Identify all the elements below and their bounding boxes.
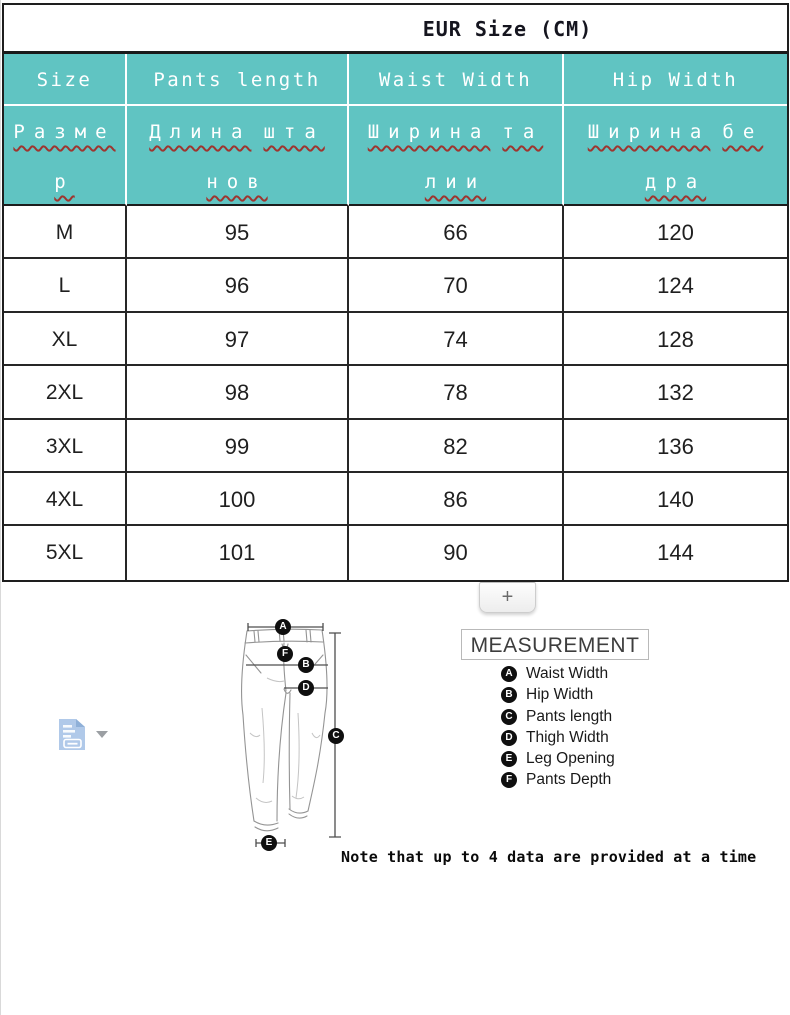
cell-waist-width: 74 [349,313,564,366]
cell-hip-width: 120 [564,206,787,259]
column-header-waist-width: Waist Width [349,54,564,106]
cell-waist-width: 86 [349,473,564,526]
column-header-hip-width: Hip Width [564,54,787,106]
diagram-marker-depth: F [277,646,293,662]
column-header-pants-length: Pants length [127,54,349,106]
cell-pants-length: 97 [127,313,349,366]
cell-hip-width: 132 [564,366,787,419]
measurement-note: Note that up to 4 data are provided at a time [341,848,757,866]
translated-word: Ширина [367,121,491,143]
translated-word: шта [263,121,325,143]
measurement-title: MEASUREMENT [461,629,649,660]
cell-waist-width: 82 [349,420,564,473]
cell-hip-width: 140 [564,473,787,526]
diagram-marker-hip: B [298,657,314,673]
cell-hip-width: 144 [657,540,694,566]
size-chart-title: EUR Size (CM) [4,5,787,54]
legend-label: Leg Opening [526,750,615,768]
cell-size: M [4,206,127,259]
translated-word: дра [644,171,707,193]
translate-dropdown-caret-icon[interactable] [96,731,108,738]
translate-control[interactable] [55,717,110,755]
legend-item-thigh-width [501,730,615,746]
column-header-size: Size [4,54,127,106]
translated-word: р [54,171,75,193]
legend-label: Thigh Width [526,728,609,746]
cell-size: XL [4,313,127,366]
cell-pants-length: 100 [127,473,349,526]
translated-word: Разме [13,121,116,143]
translated-word: бе [722,121,764,143]
legend-label: Pants length [526,707,613,725]
page-edge-hairline [0,0,1,1015]
diagram-marker-waist: A [275,619,291,635]
column-header-pants-length-ru [127,106,349,206]
cell-hip-width: 136 [564,420,787,473]
cell-waist-width: 90 [349,526,564,579]
translated-word: та [502,121,544,143]
column-header-hip-width-ru [564,106,787,206]
legend-label: Pants Depth [526,771,612,789]
diagram-marker-length: C [328,728,344,744]
legend-key-icon: A [501,666,517,682]
translated-word: Ширина [587,121,711,143]
translated-word: лии [424,171,487,193]
size-chart-table [2,3,789,582]
cell-size: L [4,259,127,312]
legend-item-waist-width [501,666,615,682]
cell-size: 5XL [4,526,127,579]
cell-pants-length: 95 [127,206,349,259]
cell-size: 2XL [4,366,127,419]
cell-pants-length: 98 [127,366,349,419]
cell-hip-width: 124 [564,259,787,312]
column-header-size-ru [4,106,127,206]
legend-item-leg-opening [501,751,615,767]
diagram-marker-leg-opening: E [261,835,277,851]
translated-word: нов [206,171,268,193]
cell-pants-length: 101 [127,526,349,579]
cell-waist-width: 78 [349,366,564,419]
measurement-legend [501,666,615,794]
legend-key-icon: D [501,730,517,746]
translate-document-icon[interactable] [55,717,89,753]
cell-waist-width: 66 [349,206,564,259]
legend-item-hip-width [501,687,615,703]
legend-item-pants-length [501,709,615,725]
translated-word: Длина [149,121,252,143]
cell-waist-width: 70 [349,259,564,312]
column-header-waist-width-ru [349,106,564,206]
cell-pants-length: 99 [127,420,349,473]
cell-pants-length: 96 [127,259,349,312]
legend-key-icon: E [501,751,517,767]
expand-table-button[interactable]: + [479,582,536,613]
cell-hip-width: 128 [564,313,787,366]
legend-key-icon: C [501,709,517,725]
cell-size: 4XL [4,473,127,526]
legend-item-pants-depth [501,772,615,788]
diagram-marker-thigh: D [298,680,314,696]
legend-key-icon: B [501,687,517,703]
cell-size: 3XL [4,420,127,473]
legend-label: Hip Width [526,686,594,704]
legend-label: Waist Width [526,665,609,682]
legend-key-icon: F [501,772,517,788]
